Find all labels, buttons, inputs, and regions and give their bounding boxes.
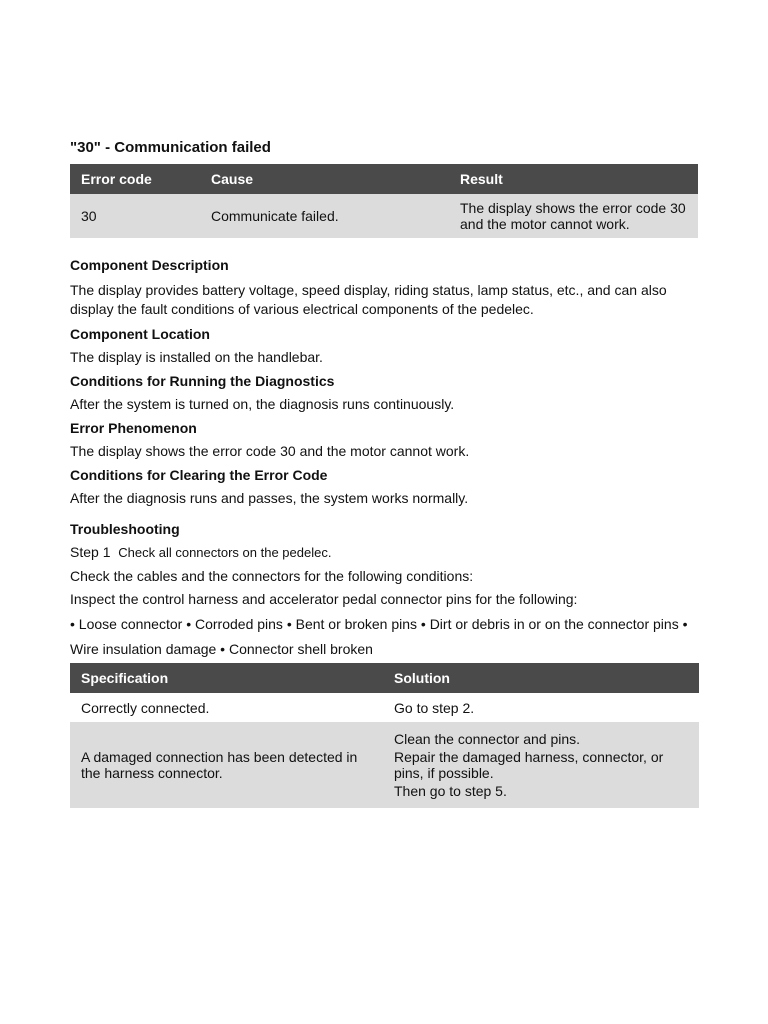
section-text-error-phenomenon: The display shows the error code 30 and the motor cannot work.	[70, 443, 470, 459]
cause-cell: Communicate failed.	[200, 194, 449, 238]
section-heading-troubleshooting: Troubleshooting	[70, 521, 180, 537]
solution-cell: Go to step 2.	[383, 693, 699, 722]
column-header-result: Result	[449, 164, 698, 194]
document-page	[70, 138, 698, 808]
section-heading-clearing-error-code: Conditions for Clearing the Error Code	[70, 467, 328, 483]
troubleshooting-step	[70, 543, 698, 562]
table-row	[70, 194, 698, 238]
result-cell: The display shows the error code 30 and the motor cannot work.	[449, 194, 698, 238]
specification-table	[70, 663, 699, 808]
solution-line: Clean the connector and pins.	[394, 731, 581, 747]
error-code-cell: 30	[70, 194, 200, 238]
page-title: "30" - Communication failed	[70, 139, 271, 156]
section-text-component-description: The display provides battery voltage, speed display, riding status, lamp status, etc., and can also display the fault conditions of various electrical components of the pedelec.	[70, 282, 667, 317]
section-text-clearing-error-code: After the diagnosis runs and passes, the system works normally.	[70, 490, 469, 506]
specification-cell: A damaged connection has been detected in the harness connector.	[70, 722, 383, 808]
column-header-error-code: Error code	[70, 164, 200, 194]
column-header-cause: Cause	[200, 164, 449, 194]
section-heading-error-phenomenon: Error Phenomenon	[70, 420, 197, 436]
step-text: Check all connectors on the pedelec.	[118, 545, 332, 560]
condition-list: • Loose connector • Corroded pins • Bent or broken pins • Dirt or debris in or on the connector pins • Wire insulation damage • Connector shell broken	[70, 616, 688, 657]
solution-cell	[383, 722, 699, 808]
section-text-running-diagnostics: After the system is turned on, the diagnosis runs continuously.	[70, 396, 455, 412]
column-header-specification: Specification	[70, 663, 383, 693]
troubleshooting-line: Inspect the control harness and accelerator pedal connector pins for the following:	[70, 591, 578, 607]
error-code-table	[70, 164, 698, 238]
specification-cell: Correctly connected.	[70, 693, 383, 722]
section-heading-running-diagnostics: Conditions for Running the Diagnostics	[70, 373, 335, 389]
section-text-component-location: The display is installed on the handlebar.	[70, 349, 323, 365]
section-heading-component-location: Component Location	[70, 326, 210, 342]
step-label: Step 1	[70, 544, 111, 560]
table-row	[70, 722, 699, 808]
table-row	[70, 693, 699, 722]
solution-line: Then go to step 5.	[394, 783, 507, 799]
spec-table-header-row	[70, 663, 699, 693]
column-header-solution: Solution	[383, 663, 699, 693]
solution-line: Repair the damaged harness, connector, or pins, if possible.	[394, 749, 664, 781]
section-heading-component-description: Component Description	[70, 257, 229, 273]
troubleshooting-line: Check the cables and the connectors for the following conditions:	[70, 568, 474, 584]
error-table-header-row	[70, 164, 698, 194]
